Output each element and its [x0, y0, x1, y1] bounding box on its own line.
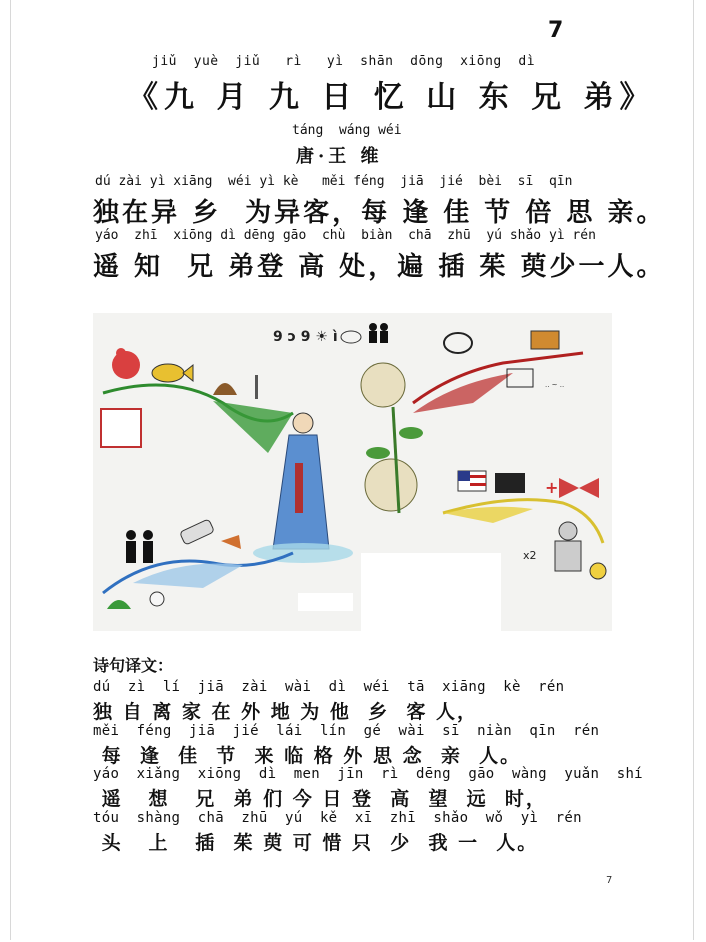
- sewing-machine-icon: [495, 473, 525, 493]
- svg-text:+: +: [545, 478, 559, 497]
- poem-line-2-pinyin: yáo zhī xiōng dì dēng gāo chù biàn chā zhū yú shǎo yì rén: [95, 228, 596, 243]
- title-pinyin: jiǔ yuè jiǔ rì yì shān dōng xiōng dì: [152, 54, 536, 69]
- poem-line-1-pinyin: dú zài yì xiāng wéi yì kè měi féng jiā jié bèi sī qīn: [95, 174, 573, 189]
- chrysanthemum-icon: [361, 363, 423, 513]
- snake-icon: [444, 333, 472, 353]
- fork-icon: [255, 375, 258, 399]
- american-flag-icon: [458, 471, 486, 491]
- page-number-top: 7: [548, 18, 564, 43]
- translation-line-1-pinyin: dú zì lí jiā zài wài dì wéi tā xiāng kè rén: [93, 679, 565, 695]
- translation-line-2-pinyin: měi féng jiā jié lái lín gé wài sī niàn qīn rén: [93, 723, 600, 739]
- deer-icon: [221, 535, 241, 549]
- brothers-icon: [126, 530, 153, 563]
- mind-map-illustration: [93, 313, 612, 631]
- illustration-caption: 9 ɔ 9 ☀ ì: [273, 329, 338, 345]
- green-leaf-shape: [213, 401, 293, 453]
- illustration-drawing: [93, 313, 612, 631]
- poem-line-2: 遥 知 兄 弟登 高 处，遍 插 茱 萸少一人。: [93, 252, 666, 282]
- thinker-statue-icon: [555, 522, 581, 571]
- grid-icon: [507, 369, 533, 387]
- people-icon: [369, 323, 388, 343]
- translation-label: 诗句译文：: [93, 656, 174, 675]
- treasure-chest-icon: [531, 331, 559, 349]
- translation-line-4-pinyin: tóu shàng chā zhū yú kě xī zhī shǎo wǒ yì rén: [93, 810, 582, 826]
- author-pinyin: táng wáng wéi: [292, 123, 402, 138]
- light-bulb-icon: [150, 592, 164, 606]
- poem-title: 《九 月 九 日 忆 山 东 兄 弟》: [128, 80, 656, 115]
- translation-line-3-pinyin: yáo xiǎng xiōng dì men jīn rì dēng gāo wàng yuǎn shí: [93, 766, 643, 782]
- smiley-icon: [590, 563, 606, 579]
- svg-text:.. ~ ..: .. ~ ..: [545, 381, 565, 389]
- page-number-bottom: 7: [606, 875, 613, 886]
- lamp-icon: [107, 600, 131, 609]
- poem-line-1: 独在异 乡 为异客，每 逢 佳 节 倍 思 亲。: [93, 198, 666, 228]
- translation-line-1: 独 自 离 家 在 外 地 为 他 乡 客 人，: [93, 701, 478, 723]
- translation-line-3: 遥 想 兄 弟 们 今 日 登 高 望 远 时，: [93, 788, 547, 810]
- svg-text:x2: x2: [523, 549, 537, 562]
- fish-icon: [152, 364, 193, 382]
- translation-line-2: 每 逢 佳 节 来 临 格 外 思 念 亲 人。: [93, 745, 522, 767]
- certificate-icon: [101, 409, 141, 447]
- pig-icon: [112, 348, 140, 379]
- bow-tie-icon: [559, 478, 599, 498]
- remote-control-icon: [180, 519, 215, 545]
- lotus-icon: [341, 331, 361, 343]
- translation-line-4: 头 上 插 茱 萸 可 惜 只 少 我 一 人。: [93, 832, 539, 854]
- poem-author: 唐·王 维: [296, 146, 383, 167]
- blank-area: [361, 553, 501, 631]
- poop-icon: [213, 383, 237, 395]
